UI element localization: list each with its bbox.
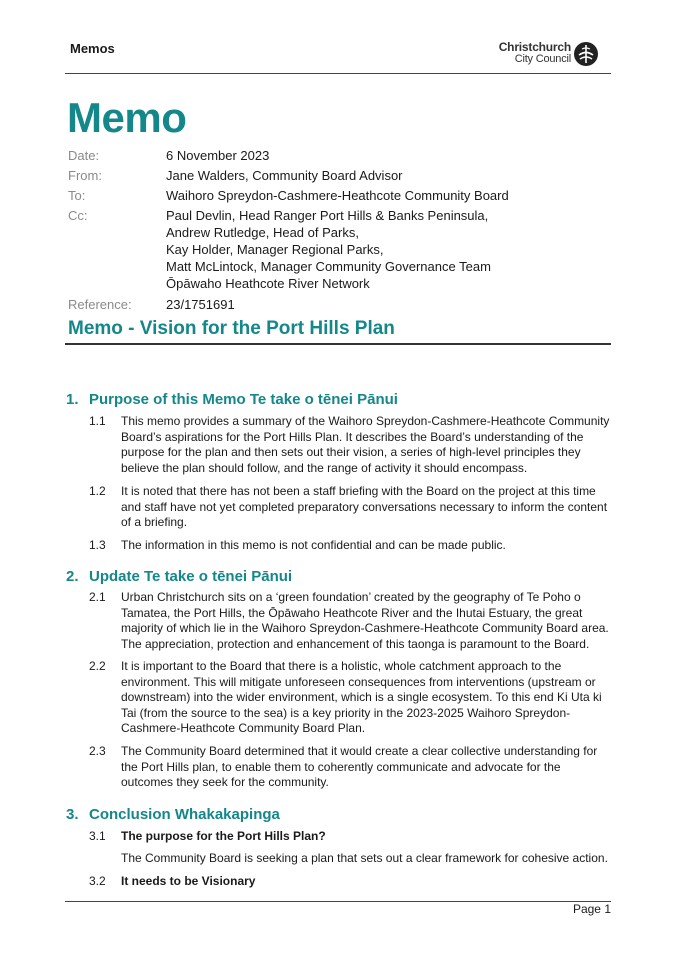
section-heading: Conclusion Whakakapinga <box>89 806 280 823</box>
header-label: Memos <box>70 41 115 56</box>
paragraph-text: The Community Board is seeking a plan that sets out a clear framework for cohesive action. <box>121 851 608 865</box>
paragraph-heading-text: The purpose for the Port Hills Plan? <box>121 829 326 843</box>
logo-line-2: City Council <box>514 53 571 65</box>
paragraph-number: 3.2 <box>89 874 106 888</box>
paragraph-text: It is important to the Board that there is a holistic, whole catchment approach to the environment. This will mitigate unforeseen consequences from interventions (upstream or downstream) into the wider environment, which is a single ecosystem. To this end Ki Uta ki Tai (from the source to the sea) is a key priority in the 2023-2025 Waihoro Spreydon-Cashmere-Heathcote Community Board Plan. <box>121 659 602 735</box>
cc-recipient: Kay Holder, Manager Regional Parks, <box>166 242 384 257</box>
section-number: 1. <box>66 391 79 408</box>
cc-recipient: Andrew Rutledge, Head of Parks, <box>166 225 359 240</box>
to-value: Waihoro Spreydon-Cashmere-Heathcote Community Board <box>166 188 509 203</box>
page-number: Page 1 <box>572 902 611 916</box>
paragraph-text: The information in this memo is not confidential and can be made public. <box>121 538 506 552</box>
council-emblem-icon <box>573 41 599 67</box>
paragraph-heading <box>121 874 613 890</box>
section-number: 2. <box>66 568 79 585</box>
council-logo <box>497 41 601 67</box>
paragraph-text: This memo provides a summary of the Waihoro Spreydon-Cashmere-Heathcote Community Board’s aspirations for the Port Hills Plan. It describes the Board’s understanding of the purpose for the plan and then sets out their vision, a series of high-level principles they believe the plan should follow, and the range of activity it should encompass. <box>121 414 610 475</box>
paragraph-text: The Community Board determined that it would create a clear collective understanding for the Port Hills plan, to enable them to coherently communicate and advocate for the outcomes they seek for the community. <box>121 744 598 789</box>
section-number: 3. <box>66 806 79 823</box>
reference-value: 23/1751691 <box>166 297 235 312</box>
paragraph-number: 1.2 <box>89 484 106 498</box>
from-label: From: <box>68 168 102 183</box>
paragraph-number: 2.2 <box>89 659 106 673</box>
logo-line-1: Christchurch <box>498 40 571 54</box>
paragraph-number: 1.3 <box>89 538 106 552</box>
paragraph-number: 3.1 <box>89 829 106 843</box>
date-label: Date: <box>68 148 100 163</box>
cc-recipient: Matt McLintock, Manager Community Governance Team <box>166 259 491 274</box>
cc-label: Cc: <box>68 208 88 223</box>
to-label: To: <box>68 188 86 203</box>
footer-divider <box>65 901 611 902</box>
memo-heading: Memo <box>67 94 187 141</box>
section-heading: Update Te take o tēnei Pānui <box>89 568 293 585</box>
paragraph-number: 2.1 <box>89 590 106 604</box>
paragraph-number: 1.1 <box>89 414 106 428</box>
reference-label: Reference: <box>68 297 132 312</box>
document-title: Memo - Vision for the Port Hills Plan <box>68 318 395 339</box>
from-value: Jane Walders, Community Board Advisor <box>166 168 403 183</box>
title-divider <box>65 343 611 345</box>
paragraph-heading <box>121 829 613 845</box>
cc-recipient: Ōpāwaho Heathcote River Network <box>166 276 370 291</box>
cc-list <box>166 208 491 293</box>
paragraph-number: 2.3 <box>89 744 106 758</box>
paragraph-heading-text: It needs to be Visionary <box>121 874 256 888</box>
date-value: 6 November 2023 <box>166 148 270 163</box>
header-divider <box>65 73 611 74</box>
section-heading: Purpose of this Memo Te take o tēnei Pānui <box>89 391 398 408</box>
paragraph-text: It is noted that there has not been a staff briefing with the Board on the project at this time and staff have not yet completed preparatory conversations necessary to inform the content of a briefing. <box>121 484 608 529</box>
paragraph-text: Urban Christchurch sits on a ‘green foundation’ created by the geography of Te Poho o Tamatea, the Port Hills, the Ōpāwaho Heathcote River and the Ihutai Estuary, the great majority of which lie in the Waihoro Spreydon-Cashmere-Heathcote Community Board area. The appreciation, protection and enhancement of this taonga is paramount to the Board. <box>121 590 609 651</box>
cc-recipient: Paul Devlin, Head Ranger Port Hills & Banks Peninsula, <box>166 208 489 223</box>
